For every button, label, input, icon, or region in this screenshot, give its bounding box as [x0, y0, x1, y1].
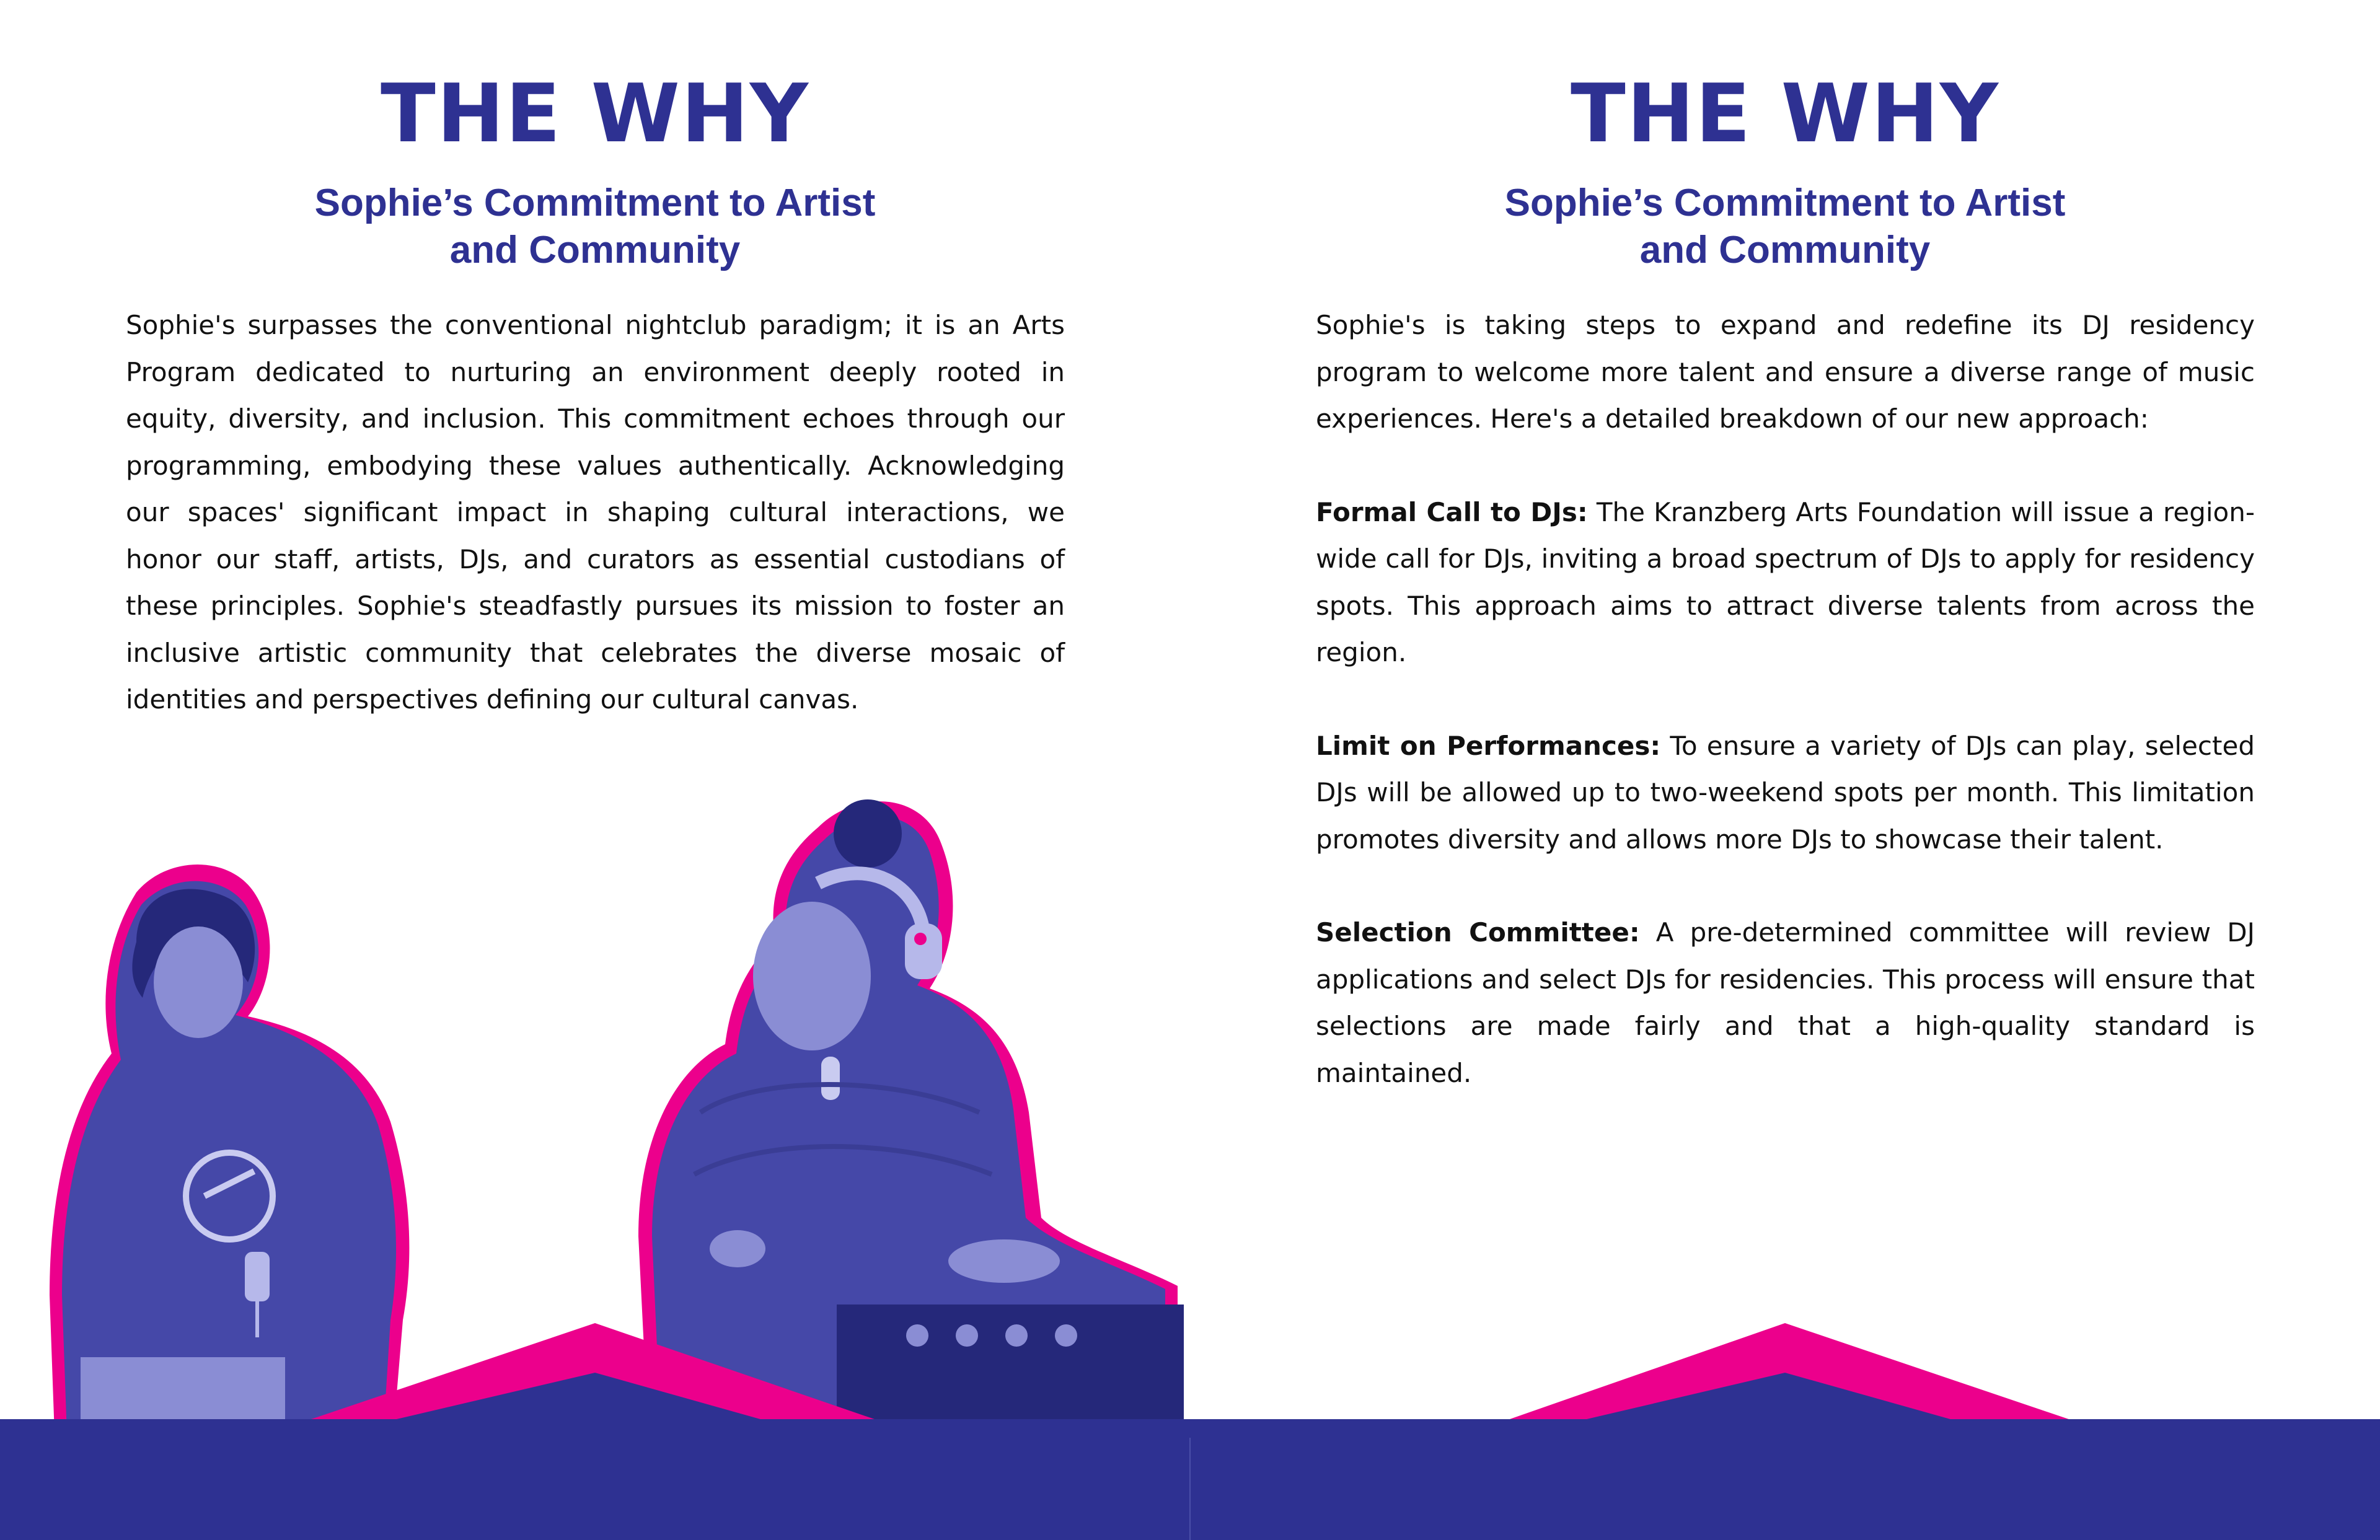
mountain-graphic: [1190, 1267, 2380, 1540]
section-title: Selection Committee:: [1316, 917, 1640, 948]
intro-paragraph: [126, 302, 1065, 723]
subtitle-line: and Community: [449, 229, 741, 271]
right-page: [1190, 0, 2380, 1540]
section-title: Formal Call to DJs:: [1316, 496, 1588, 527]
mountain-graphic: [0, 1267, 1190, 1540]
subtitle-line: Sophie’s Commitment to Artist: [1504, 182, 2066, 224]
page-subtitle: [0, 180, 1190, 274]
subtitle-line: Sophie’s Commitment to Artist: [314, 182, 876, 224]
paragraph-text: Sophie's surpasses the conventional nightclub paradigm; it is an Arts Program dedicated to nurturing an environment deeply rooted in equity, diversity, and inclusion. This commitment echoes through our programming, embodying these values authentically. Acknowledging our spaces' significant impact in shaping cultural interactions, we honor our staff, artists, DJs, and curators as essential custodians of these principles. Sophie's steadfastly pursues its mission to foster an inclusive artistic community that celebrates the diverse mosaic of identities and perspectives defining our cultural canvas.: [126, 310, 1065, 715]
page-divider: [1189, 1438, 1191, 1540]
intro-paragraph: Sophie's is taking steps to expand and redefine its DJ residency program to welcome more talent and ensure a diverse range of music experiences. Here's a detailed breakdown of our new approach:: [1316, 310, 2255, 434]
section-formal-call: [1316, 489, 2255, 676]
subtitle-line: and Community: [1639, 229, 1931, 271]
section-text: The Kranzberg Arts Foundation will issue a region-wide call for DJs, inviting a broad spectrum of DJs to apply for residency spots. This approach aims to attract diverse talents from across the region.: [1316, 496, 2255, 667]
section-limit-on-performances: [1316, 723, 2255, 863]
page-subtitle: [1190, 180, 2380, 274]
section-selection-committee: [1316, 909, 2255, 1096]
page-title: THE WHY: [1571, 66, 1999, 161]
section-text: To ensure a variety of DJs can play, selected DJs will be allowed up to two-weekend spots per month. This limitation promotes diversity and allows more DJs to showcase their talent.: [1316, 730, 2255, 855]
section-title: Limit on Performances:: [1316, 730, 1661, 761]
page-title: THE WHY: [381, 66, 809, 161]
residency-details: [1316, 302, 2255, 1096]
section-text: A pre-determined committee will review DJ applications and select DJs for residencies. This process will ensure that selections are made fairly and that a high-quality standard is maintained.: [1316, 917, 2255, 1088]
